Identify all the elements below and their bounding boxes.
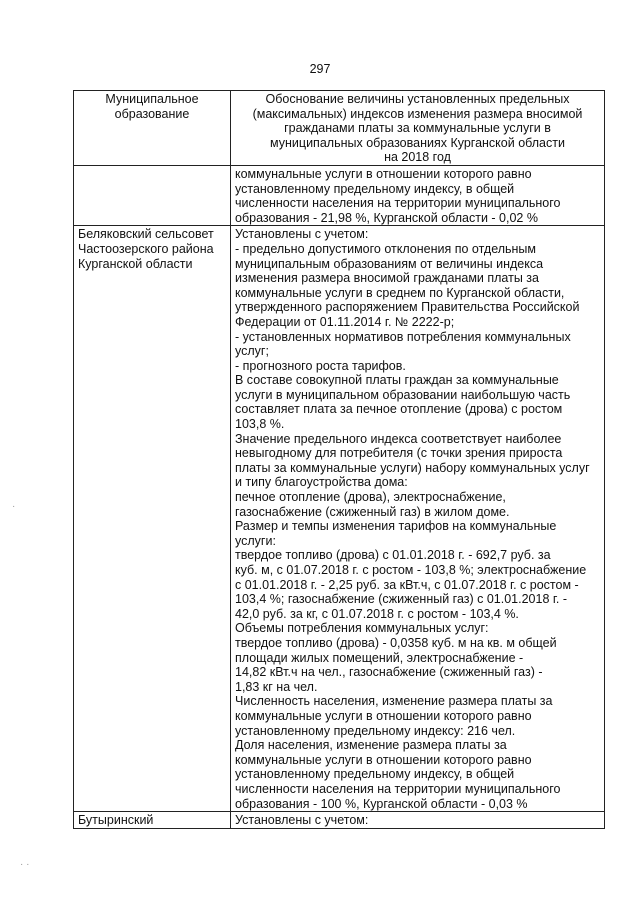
text-line: 14,82 кВт.ч на чел., газоснабжение (сжиженный газ) - bbox=[235, 665, 543, 680]
text-line: 42,0 руб. за кг, с 01.07.2018 г. с ростом - 103,4 %. bbox=[235, 606, 519, 621]
text-line: на 2018 год bbox=[384, 150, 451, 165]
text-line: В составе совокупной платы граждан за коммунальные bbox=[235, 373, 559, 388]
text-line: Бутыринский bbox=[78, 813, 154, 828]
table-row bbox=[74, 165, 605, 225]
text-line: услуги: bbox=[235, 533, 276, 548]
text-line: с 01.01.2018 г. - 2,25 руб. за кВт.ч, с 01.07.2018 г. с ростом - bbox=[235, 577, 579, 592]
text-line: невыгодному для потребителя (с точки зрения прироста bbox=[235, 446, 563, 461]
text-line: - прогнозного роста тарифов. bbox=[235, 358, 406, 373]
justification-cell bbox=[231, 812, 605, 829]
text-line: Федерации от 01.11.2014 г. № 2222-р; bbox=[235, 314, 455, 329]
table-row bbox=[74, 226, 605, 812]
text-line: услуги в муниципальном образовании наибольшую часть bbox=[235, 387, 571, 402]
text-line: Установлены с учетом: bbox=[235, 227, 369, 242]
text-line: численности населения на территории муниципального bbox=[235, 781, 561, 796]
text-line: коммунальные услуги в отношении которого равно bbox=[235, 166, 532, 181]
text-line: (максимальных) индексов изменения размера вносимой bbox=[252, 106, 583, 121]
text-line: образование bbox=[114, 106, 190, 121]
text-line: Беляковский сельсовет bbox=[78, 227, 214, 242]
municipality-cell bbox=[74, 226, 231, 812]
text-line: образования - 100 %, Курганской области - 0,03 % bbox=[235, 796, 528, 811]
scan-mark: · bbox=[12, 501, 16, 512]
text-line: твердое топливо (дрова) с 01.01.2018 г. - 692,7 руб. за bbox=[235, 548, 551, 563]
text-line: 103,4 %; газоснабжение (сжиженный газ) с 01.01.2018 г. - bbox=[235, 592, 568, 607]
page-number: 297 bbox=[309, 62, 331, 76]
text-line: гражданами платы за коммунальные услуги в bbox=[284, 121, 551, 136]
justification-cell bbox=[231, 226, 605, 812]
municipality-cell bbox=[74, 165, 231, 225]
text-line: - предельно допустимого отклонения по отдельным bbox=[235, 241, 537, 256]
text-line: услуг; bbox=[235, 344, 269, 359]
table-row bbox=[74, 812, 605, 829]
text-line: установленному предельному индексу, в общей bbox=[235, 767, 515, 782]
text-line: численности населения на территории муниципального bbox=[235, 196, 561, 211]
text-line: Муниципальное bbox=[105, 92, 199, 106]
text-line: твердое топливо (дрова) - 0,0358 куб. м на кв. м общей bbox=[235, 635, 557, 650]
text-line: коммунальные услуги в отношении которого равно bbox=[235, 752, 532, 767]
text-line: газоснабжение (сжиженный газ) в жилом доме. bbox=[235, 504, 510, 519]
header-justification-cell bbox=[231, 91, 605, 166]
text-line: установленному предельному индексу, в общей bbox=[235, 181, 515, 196]
header-municipality-cell bbox=[74, 91, 231, 166]
text-line: Установлены с учетом: bbox=[235, 813, 369, 828]
text-line: образования - 21,98 %, Курганской области - 0,02 % bbox=[235, 210, 538, 225]
text-line: муниципальным образованиям от величины индекса bbox=[235, 256, 544, 271]
text-line: Значение предельного индекса соответствует наиболее bbox=[235, 431, 562, 446]
text-line: Численность населения, изменение размера платы за bbox=[235, 694, 553, 709]
text-line: коммунальные услуги в среднем по Курганской области, bbox=[235, 285, 565, 300]
justification-cell bbox=[231, 165, 605, 225]
text-line: установленному предельному индексу: 216 чел. bbox=[235, 723, 516, 738]
text-line: - установленных нормативов потребления коммунальных bbox=[235, 329, 571, 344]
text-line: Размер и темпы изменения тарифов на коммунальные bbox=[235, 519, 557, 534]
text-line: 1,83 кг на чел. bbox=[235, 679, 318, 694]
text-line: коммунальные услуги в отношении которого равно bbox=[235, 708, 532, 723]
text-line: Объемы потребления коммунальных услуг: bbox=[235, 621, 489, 636]
text-line: составляет плата за печное отопление (дрова) с ростом bbox=[235, 402, 563, 417]
text-line: печное отопление (дрова), электроснабжение, bbox=[235, 490, 506, 505]
text-line: Курганской области bbox=[78, 256, 193, 271]
text-line: платы за коммунальные услуги) набору коммунальных услуг bbox=[235, 460, 590, 475]
text-line: изменения размера вносимой гражданами платы за bbox=[235, 271, 539, 286]
text-line: Частоозерского района bbox=[78, 241, 214, 256]
table-header-row bbox=[74, 91, 605, 166]
text-line: утвержденного распоряжением Правительства Российской bbox=[235, 300, 580, 315]
text-line: Обоснование величины установленных предельных bbox=[265, 92, 570, 106]
municipality-cell bbox=[74, 812, 231, 829]
text-line: площади жилых помещений, электроснабжение - bbox=[235, 650, 524, 665]
tariff-justification-table bbox=[73, 90, 605, 829]
text-line: муниципальных образованиях Курганской области bbox=[270, 135, 565, 150]
scan-mark: · · bbox=[20, 859, 30, 870]
text-line: куб. м, с 01.07.2018 г. с ростом - 103,8 %; электроснабжение bbox=[235, 563, 587, 577]
text-line: Доля населения, изменение размера платы за bbox=[235, 738, 507, 753]
text-line: и типу благоустройства дома: bbox=[235, 475, 408, 490]
text-line: 103,8 %. bbox=[235, 417, 285, 432]
